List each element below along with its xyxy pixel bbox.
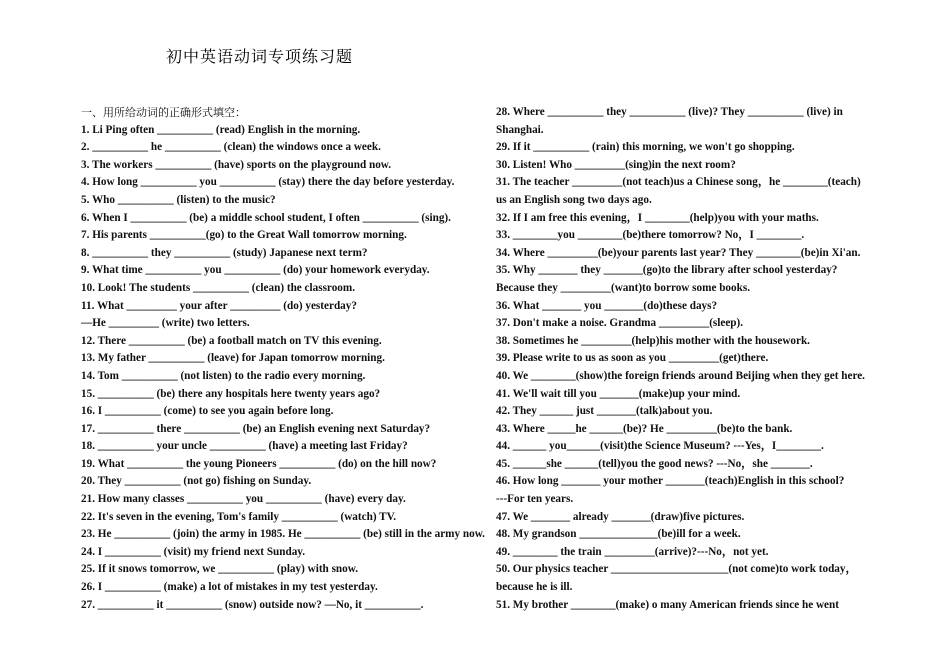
exercise-line: 46. How long _______ your mother _______(teach)English in this school? [496,475,845,488]
exercise-line: 8. __________ they __________ (study) Japanese next term? [81,246,368,259]
exercise-line: 29. If it __________ (rain) this morning, we won't go shopping. [496,141,795,154]
exercise-line: 16. I __________ (come) to see you again before long. [81,405,334,418]
exercise-line: 13. My father __________ (leave) for Japan tomorrow morning. [81,352,385,365]
exercise-line: 1. Li Ping often __________ (read) English in the morning. [81,123,361,136]
exercise-line: 30. Listen! Who _________(sing)in the next room? [496,158,736,171]
exercise-line: 45. ______she ______(tell)you the good news? ---No，she _______. [496,457,813,470]
exercise-line: 37. Don't make a noise. Grandma _________(sleep). [496,317,744,330]
exercise-line: 26. I __________ (make) a lot of mistakes in my test yesterday. [81,581,378,594]
exercise-line: Because they _________(want)to borrow some books. [496,281,750,294]
exercise-line: 14. Tom __________ (not listen) to the radio every morning. [81,369,366,382]
exercise-line: —He _________ (write) two letters. [81,317,250,330]
exercise-line: 50. Our physics teacher _____________________(not come)to work today， [496,563,857,576]
exercise-line: 9. What time __________ you __________ (do) your homework everyday. [81,264,430,277]
exercise-line: ---For ten years. [496,493,574,506]
exercise-line: 48. My grandson ______________(be)ill for a week. [496,528,741,541]
exercise-line: 23. He __________ (join) the army in 1985. He __________ (be) still in the army now. [81,528,485,541]
exercise-line: 36. What _______ you _______(do)these days? [496,299,718,312]
exercise-line: 17. __________ there __________ (be) an English evening next Saturday? [81,422,431,435]
exercise-line: 2. __________ he __________ (clean) the windows once a week. [81,141,381,154]
exercise-line: 32. If I am free this evening，I ________(help)you with your maths. [496,211,819,224]
exercise-line: 41. We'll wait till you _______(make)up your mind. [496,387,741,400]
exercise-line: 33. ________you ________(be)there tomorrow? No，I ________. [496,229,805,242]
exercise-line: 44. ______ you______(visit)the Science Museum? ---Yes，I________. [496,440,824,453]
exercise-line: 35. Why _______ they _______(go)to the library after school yesterday? [496,264,838,277]
exercise-line: 20. They __________ (not go) fishing on Sunday. [81,475,312,488]
exercise-line: 24. I __________ (visit) my friend next Sunday. [81,545,306,558]
left-column [81,104,491,614]
exercise-line: because he is ill. [496,581,573,594]
exercise-line: 40. We ________(show)the foreign friends around Beijing when they get here. [496,369,865,382]
exercise-line: 18. __________ your uncle __________ (have) a meeting last Friday? [81,440,408,453]
exercise-line: 31. The teacher _________(not teach)us a Chinese song，he ________(teach) [496,176,861,189]
exercise-line: us an English song two days ago. [496,193,652,206]
exercise-line: 47. We _______ already _______(draw)five pictures. [496,510,745,523]
exercise-line: 39. Please write to us as soon as you _________(get)there. [496,352,769,365]
exercise-line: 51. My brother ________(make) o many American friends since he went [496,598,839,611]
exercise-line: 15. __________ (be) there any hospitals here twenty years ago? [81,387,381,400]
section-heading: 一、用所给动词的正确形式填空： [81,106,246,119]
exercise-line: 12. There __________ (be) a football match on TV this evening. [81,334,382,347]
exercise-line: 25. If it snows tomorrow, we __________ (play) with snow. [81,563,358,576]
exercise-line: 49. ________ the train _________(arrive)?---No，not yet. [496,545,769,558]
document-title: 初中英语动词专项练习题 [166,47,354,66]
exercise-line: 22. It's seven in the evening, Tom's family __________ (watch) TV. [81,510,397,523]
exercise-line: 43. Where _____he ______(be)? He _________(be)to the bank. [496,422,793,435]
exercise-line: 4. How long __________ you __________ (stay) there the day before yesterday. [81,176,455,189]
exercise-line: 19. What __________ the young Pioneers __________ (do) on the hill now? [81,457,437,470]
exercise-line: 28. Where __________ they __________ (live)? They __________ (live) in [496,106,843,118]
exercise-line: 5. Who __________ (listen) to the music? [81,193,276,206]
exercise-line: 3. The workers __________ (have) sports on the playground now. [81,158,392,171]
exercise-line: 7. His parents __________(go) to the Great Wall tomorrow morning. [81,229,407,242]
exercise-line: 6. When I __________ (be) a middle school student, I often __________ (sing). [81,211,451,224]
exercise-line: 21. How many classes __________ you __________ (have) every day. [81,493,406,506]
exercise-line: 34. Where _________(be)your parents last year? They ________(be)in Xi'an. [496,246,861,259]
exercise-line: 11. What _________ your after _________ (do) yesterday? [81,299,357,312]
exercise-line: Shanghai. [496,123,544,136]
right-column [496,104,936,614]
exercise-line: 42. They ______ just _______(talk)about you. [496,405,713,418]
exercise-line: 38. Sometimes he _________(help)his mother with the housework. [496,334,810,347]
exercise-line: 10. Look! The students __________ (clean) the classroom. [81,281,355,294]
exercise-line: 27. __________ it __________ (snow) outside now? —No, it __________. [81,598,424,611]
